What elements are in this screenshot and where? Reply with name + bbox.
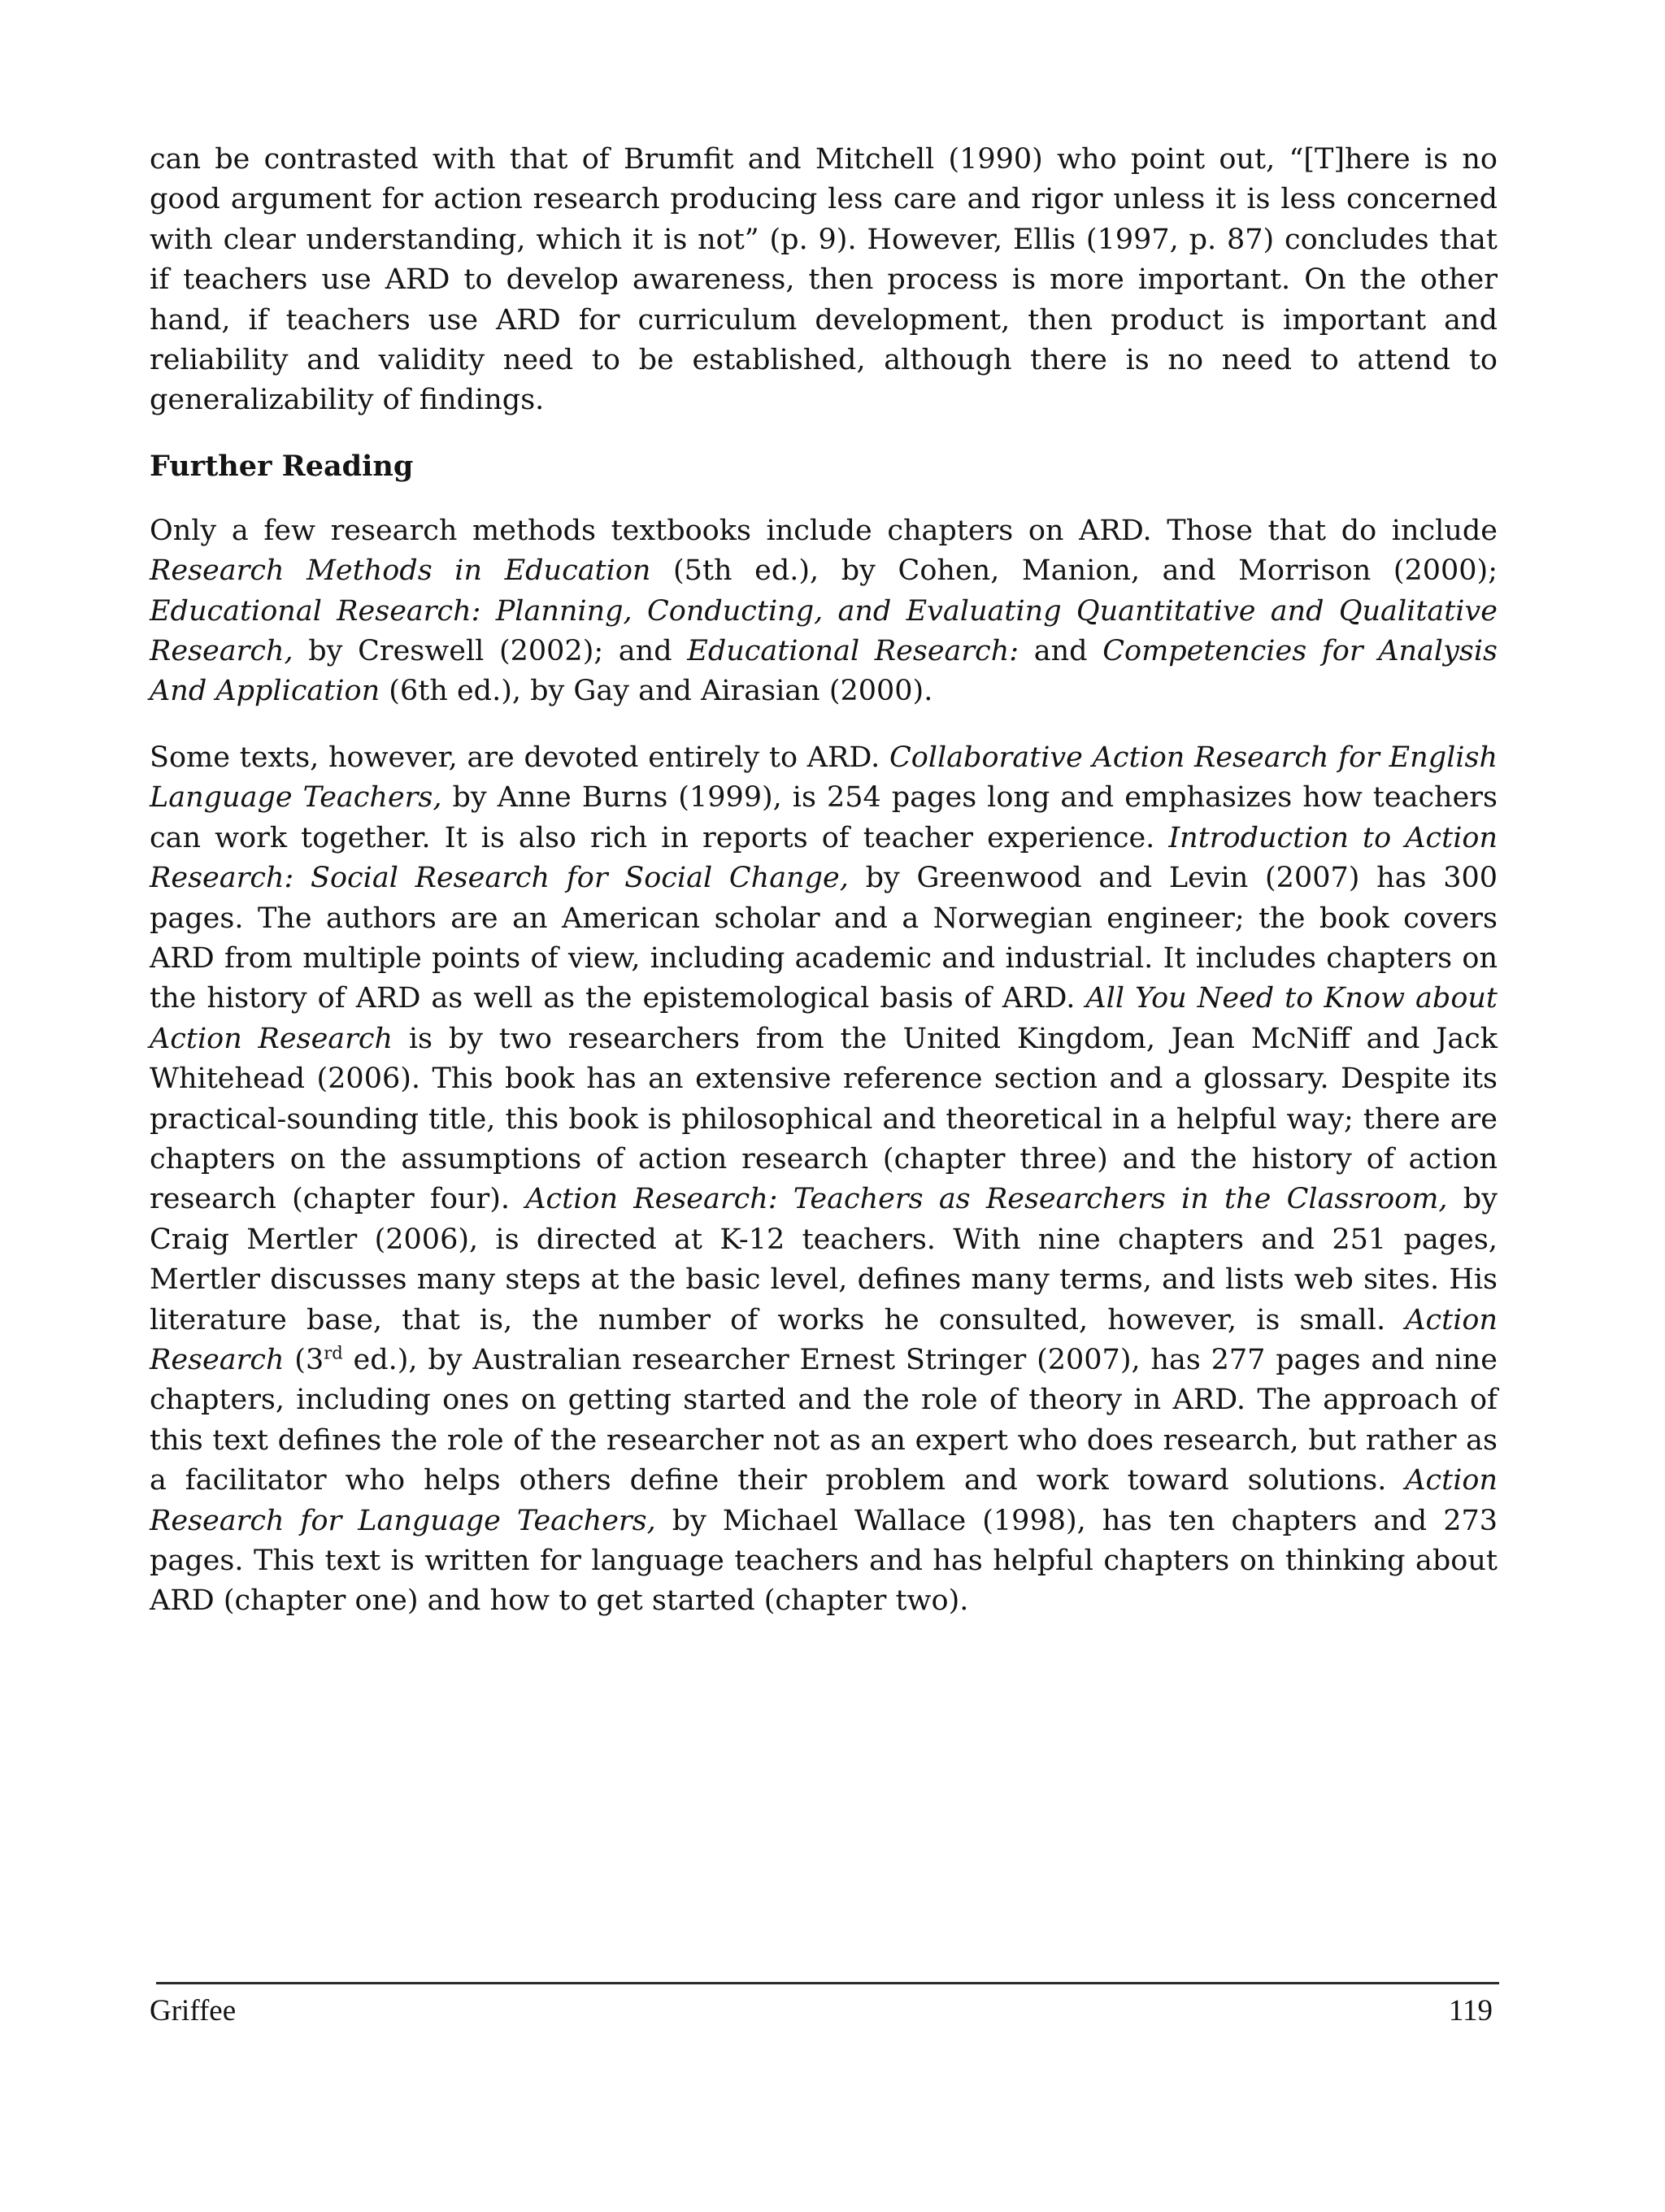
book-title: Introduction to Action Research: Social Research for Social Change, [150,821,1498,895]
ordinal-superscript: rd [324,1343,343,1363]
page-number: 119 [1448,1994,1493,2027]
text-run: Some texts, however, are devoted entirely to ARD. [150,741,889,774]
book-title: Research Methods in Education [150,554,651,588]
paragraph-textbooks [150,511,1498,712]
text-run: (5th ed.), by Cohen, Manion, and Morrison (2000); [650,554,1498,588]
book-title: All You Need to Know about Action Research [150,982,1498,1055]
book-title: Educational Research: Planning, Conducting, and Evaluating Quantitative and Qualitative Research, [150,594,1498,668]
paragraph-text: can be contrasted with that of Brumfit and Mitchell (1990) who point out, “[T]here is no good argument for action research producing less care and rigor unless it is less concerned with clear understanding, which it is not” (p. 9). However, Ellis (1997, p. 87) concludes that if teachers use ARD to develop awareness, then process is more important. On the other hand, if teachers use ARD for curriculum development, then product is important and reliability and validity need to be established, although there is no need to attend to generalizability of findings. [150,143,1498,417]
text-run: by Michael Wallace (1998), has ten chapters and 273 pages. This text is written for language teachers and has helpful chapters on thinking about ARD (chapter one) and how to get started (chapter two). [150,1504,1498,1618]
text-run: Only a few research methods textbooks include chapters on ARD. Those that do include [150,514,1498,547]
text-run: by Craig Mertler (2006), is directed at K-12 teachers. With nine chapters and 251 pages, Mertler discusses many steps at the basic level, defines many terms, and lists web sites. His literature base, that is, the number of works he consulted, however, is small. [150,1183,1498,1336]
book-title: Action Research for Language Teachers, [150,1464,1498,1537]
text-run: by Anne Burns (1999), is 254 pages long and emphasizes how teachers can work together. It is also rich in reports of teacher experience. [150,781,1498,854]
paragraph-intro [150,140,1498,421]
text-run: by Greenwood and Levin (2007) has 300 pages. The authors are an American scholar and a Norwegian engineer; the book covers ARD from multiple points of view, including academic and industrial. It includes chapters on the history of ARD as well as the epistemological basis of ARD. [150,862,1498,1015]
section-heading: Further Reading [150,449,414,483]
book-title: Competencies for Analysis And Application [150,635,1498,708]
text-run: ed.), by Australian researcher Ernest Stringer (2007), has 277 pages and nine chapters, including ones on getting started and the role of theory in ARD. The approach of this text defines the role of the researcher not as an expert who does research, but rather as a facilitator who helps others define their problem and work toward solutions. [150,1343,1498,1497]
book-title: Collaborative Action Research for English Language Teachers, [150,741,1498,815]
footer-author: Griffee [150,1994,237,2027]
footer-divider [156,1982,1499,1984]
text-run: by Creswell (2002); and [293,635,688,668]
book-title: Action Research: Teachers as Researchers in the Classroom, [525,1183,1448,1216]
text-run: (6th ed.), by Gay and Airasian (2000). [380,675,933,708]
paragraph-texts [150,738,1498,1622]
text-run: (3 [284,1343,324,1376]
text-run: and [1019,635,1103,668]
page-body [150,140,1498,1622]
text-run: is by two researchers from the United Kingdom, Jean McNiff and Jack Whitehead (2006). This book has an extensive reference section and a glossary. Despite its practical-sounding title, this book is philosophical and theoretical in a helpful way; there are chapters on the assumptions of action research (chapter three) and the history of action research (chapter four). [150,1022,1498,1216]
book-title: Action Research [150,1303,1498,1376]
book-title: Educational Research: [687,635,1019,668]
